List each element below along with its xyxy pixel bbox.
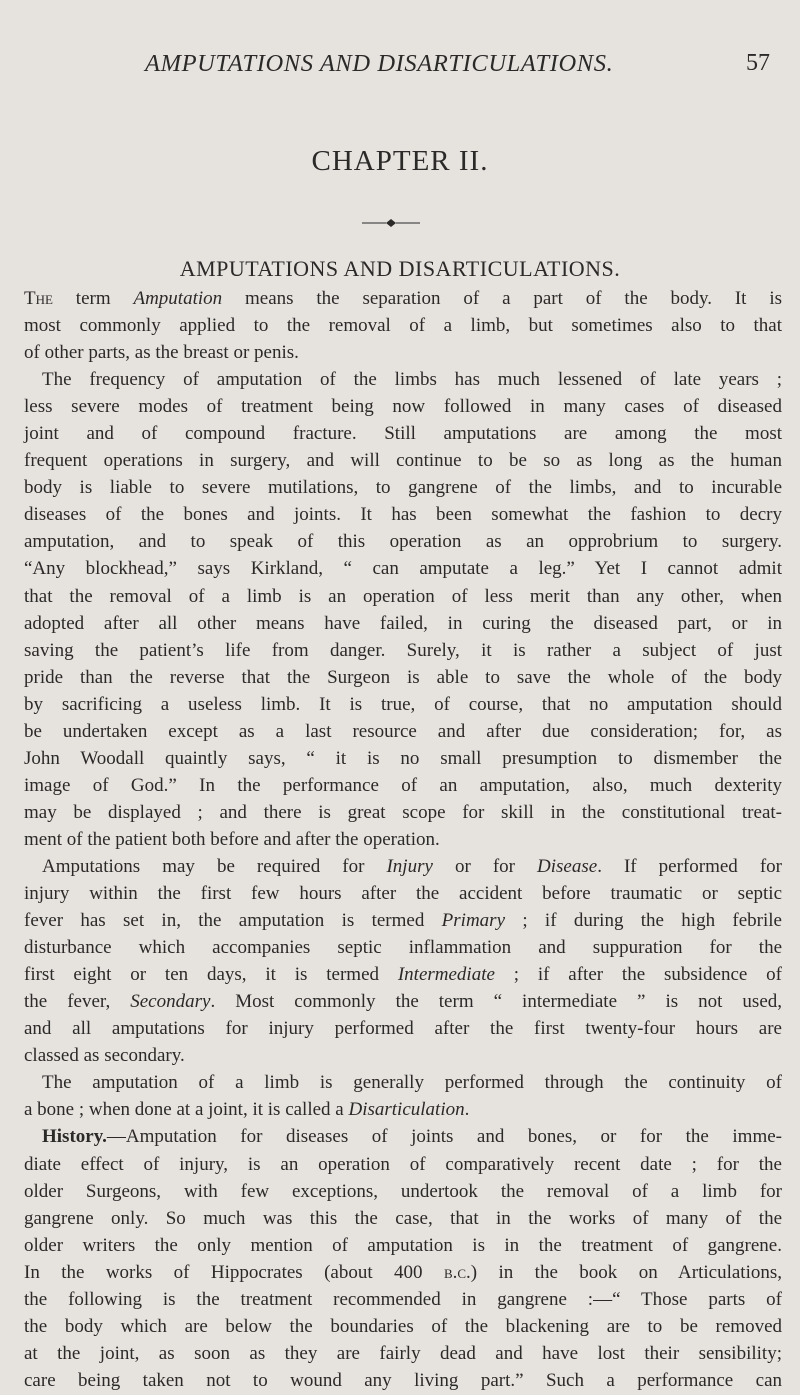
body-text	[24, 285, 782, 1394]
text-span: .	[464, 1099, 470, 1121]
text-line: at the joint, as soon as they are fairly dead and have lost their sensibility;	[24, 1342, 782, 1364]
text-line: most commonly applied to the removal of a limb, but sometimes also to that	[24, 315, 782, 337]
text-line: injury within the first few hours after the accident before traumatic or septic	[24, 883, 782, 905]
text-line	[24, 285, 782, 312]
history-heading: History.	[42, 1126, 107, 1148]
text-span: . If performed for	[597, 855, 783, 877]
text-line: saving the patient’s life from danger. Surely, it is rather a subject of just	[24, 639, 782, 661]
text-line: the following is the treatment recommended in gangrene :—“ Those parts of	[24, 1288, 782, 1310]
text-line: of other parts, as the breast or penis.	[24, 342, 299, 364]
text-line: adopted after all other means have failed, in curing the diseased part, or in	[24, 612, 782, 634]
text-line: care being taken not to wound any living part.” Such a performance can	[24, 1369, 782, 1391]
text-line: classed as secondary.	[24, 1045, 185, 1067]
text-line: pride than the reverse that the Surgeon is able to save the whole of the body	[24, 666, 782, 688]
text-line: amputation, and to speak of this operation as an opprobrium to surgery.	[24, 531, 782, 553]
text-line	[24, 1123, 782, 1150]
text-line	[24, 961, 782, 988]
text-span: ; if after the subsidence of	[494, 964, 782, 986]
running-title: AMPUTATIONS AND DISARTICULATIONS.	[145, 50, 614, 77]
text-span: fever has set in, the amputation is termed	[24, 910, 442, 932]
text-line	[24, 1096, 782, 1123]
text-line: The amputation of a limb is generally performed through the continuity of	[42, 1072, 782, 1094]
term-amputation: Amputation	[133, 288, 223, 309]
era-abbrev: b.c.	[443, 1261, 471, 1283]
text-line: joint and of compound fracture. Still amputations are among the most	[24, 423, 782, 445]
text-span: the fever,	[24, 991, 131, 1013]
text-line: diseases of the bones and joints. It has been somewhat the fashion to decry	[24, 504, 782, 526]
text-span: Amputations may be required for	[42, 855, 387, 877]
term-primary: Primary	[441, 910, 505, 932]
text-line: ment of the patient both before and after the operation.	[24, 828, 440, 850]
text-line: less severe modes of treatment being now followed in many cases of diseased	[24, 396, 782, 418]
term-secondary: Secondary	[130, 991, 211, 1013]
text-line: be undertaken except as a last resource and after due consideration; for, as	[24, 720, 782, 742]
text-line	[24, 907, 782, 934]
text-line	[24, 853, 782, 880]
term-disease: Disease	[537, 855, 598, 877]
text-line: John Woodall quaintly says, “ it is no small presumption to dismember the	[24, 747, 782, 769]
text-line: older writers the only mention of amputation is in the treatment of gangrene.	[24, 1234, 782, 1256]
text-span: ; if during the high febrile	[505, 910, 782, 932]
text-line: gangrene only. So much was this the case, that in the works of many of the	[24, 1207, 782, 1229]
term-injury: Injury	[386, 855, 433, 877]
text-span: first eight or ten days, it is termed	[24, 964, 398, 986]
term-disarticulation: Disarticulation	[348, 1099, 465, 1121]
text-line: frequent operations in surgery, and will continue to be so as long as the human	[24, 450, 782, 472]
text-line: “Any blockhead,” says Kirkland, “ can amputate a leg.” Yet I cannot admit	[24, 558, 782, 580]
chapter-heading: CHAPTER II.	[311, 145, 489, 177]
text-span: . Most commonly the term “ intermediate ” is not used,	[210, 991, 782, 1013]
text-line	[24, 1259, 782, 1286]
section-title: AMPUTATIONS AND DISARTICULATIONS.	[179, 256, 621, 281]
text-span: ) in the book on Articulations,	[470, 1261, 782, 1283]
text-span: or for	[432, 855, 538, 877]
text-line	[24, 988, 782, 1015]
text-line: by sacrificing a useless limb. It is true, of course, that no amputation should	[24, 693, 782, 715]
page-number: 57	[746, 50, 770, 76]
text-line: that the removal of a limb is an operation of less merit than any other, when	[24, 585, 782, 607]
text-span: term	[52, 288, 134, 309]
text-line: The frequency of amputation of the limbs has much lessened of late years ;	[42, 369, 782, 391]
running-head	[0, 50, 800, 86]
text-span: means the separation of a part of the body. It is	[222, 288, 782, 309]
text-span: —Amputation for diseases of joints and bones, or for the imme-	[106, 1126, 782, 1148]
text-line: may be displayed ; and there is great scope for skill in the constitutional treat-	[24, 801, 782, 823]
lead-word: The	[24, 288, 53, 309]
text-line: older Surgeons, with few exceptions, undertook the removal of a limb for	[24, 1180, 782, 1202]
term-intermediate: Intermediate	[397, 964, 495, 986]
text-line: disturbance which accompanies septic inflammation and suppuration for the	[24, 937, 782, 959]
text-span: In the works of Hippocrates (about 400	[24, 1261, 444, 1283]
text-line: diate effect of injury, is an operation of comparatively recent date ; for the	[24, 1153, 782, 1175]
text-line: and all amputations for injury performed after the first twenty-four hours are	[24, 1018, 782, 1040]
text-line: the body which are below the boundaries of the blackening are to be removed	[24, 1315, 782, 1337]
ornament-divider	[362, 218, 420, 228]
text-line: body is liable to severe mutilations, to gangrene of the limbs, and to incurable	[24, 477, 782, 499]
text-line: image of God.” In the performance of an amputation, also, much dexterity	[24, 774, 782, 796]
text-span: a bone ; when done at a joint, it is called a	[24, 1099, 349, 1121]
